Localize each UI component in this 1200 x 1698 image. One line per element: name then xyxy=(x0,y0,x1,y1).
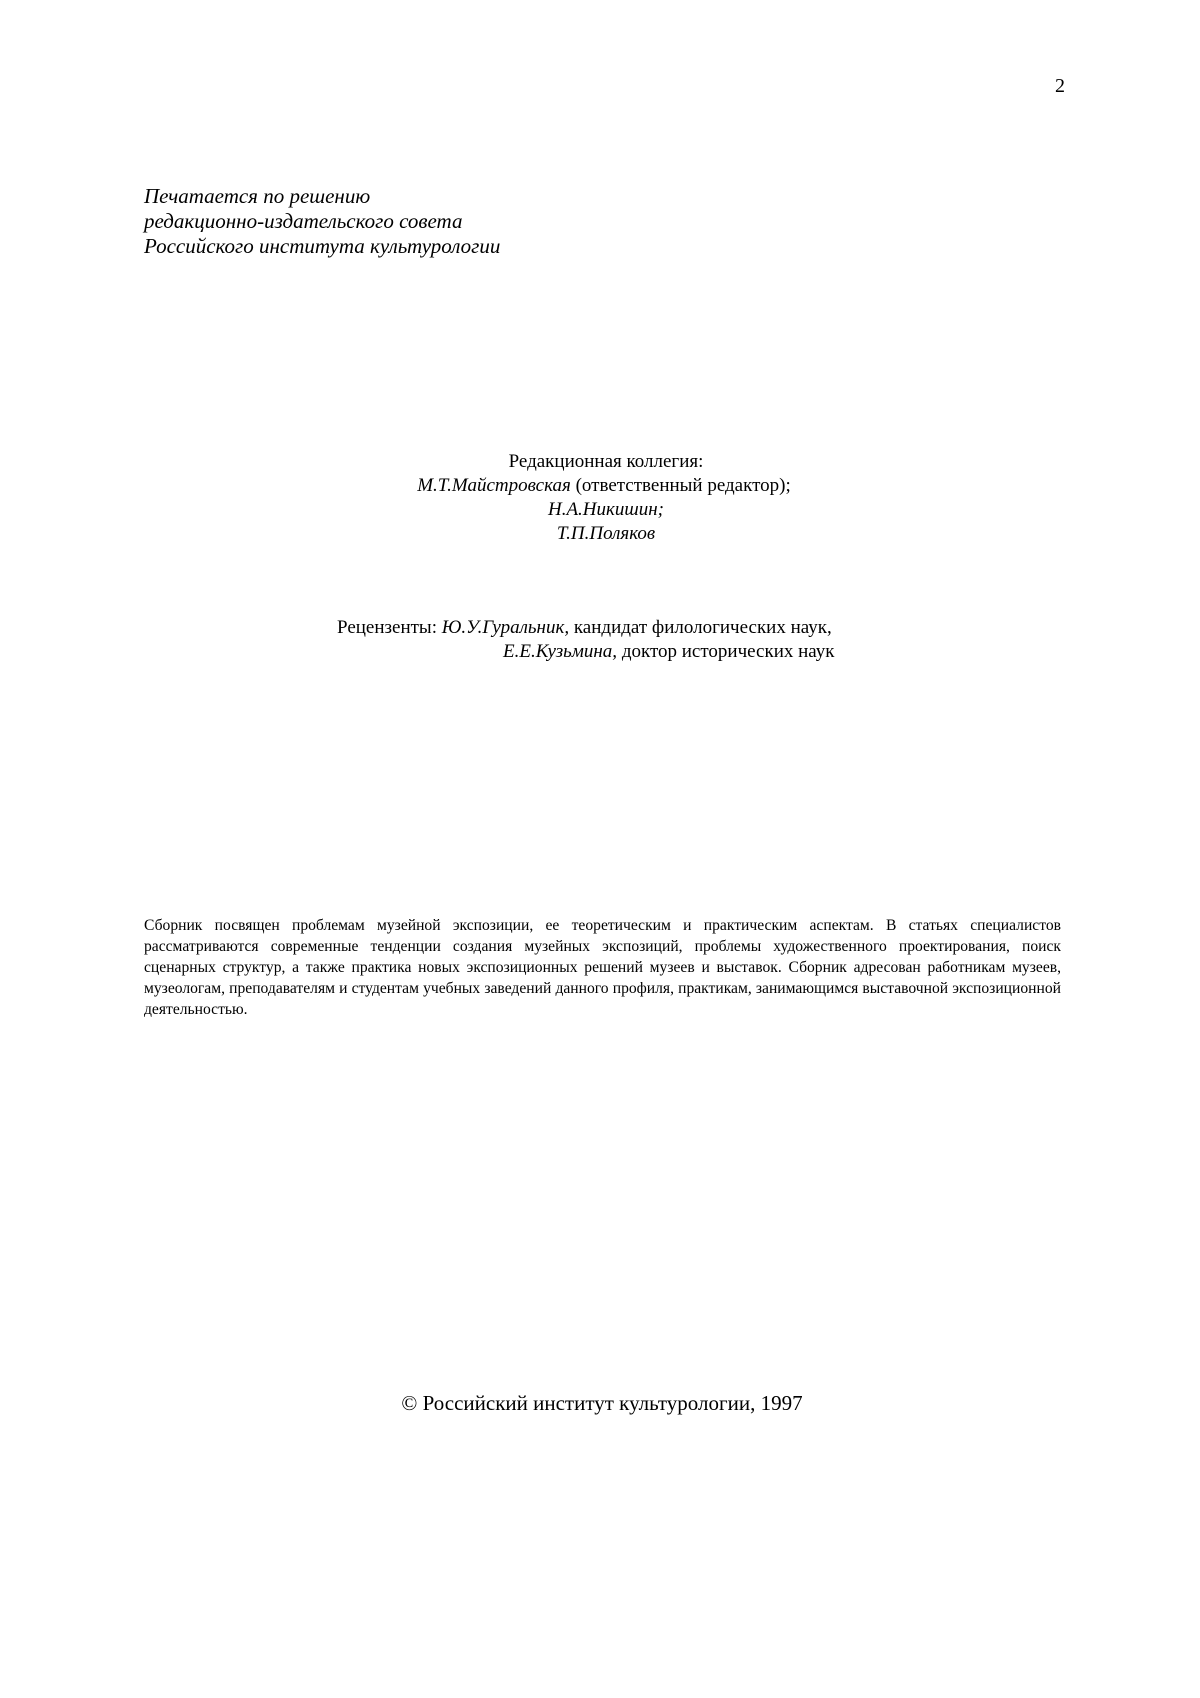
editorial-board-member xyxy=(6,522,1200,546)
reviewer-name: Ю.У.Гуральник, xyxy=(441,617,570,638)
reviewers xyxy=(337,616,835,664)
imprint-line: редакционно-издательского совета xyxy=(144,209,463,233)
editorial-board xyxy=(0,450,1200,546)
reviewer-line xyxy=(503,640,998,664)
editorial-board-member xyxy=(6,498,1200,522)
reviewer-line xyxy=(337,616,832,640)
reviewer-degree: доктор исторических наук xyxy=(617,641,835,662)
imprint-line: Российского института культурологии xyxy=(144,234,501,258)
editorial-board-title: Редакционная коллегия: xyxy=(508,451,704,472)
member-name: Т.П.Поляков xyxy=(556,523,656,544)
member-name: М.Т.Майстровская xyxy=(417,475,571,496)
copyright-text: © Российский институт культурологии, 1997 xyxy=(401,1391,803,1415)
copyright-notice xyxy=(0,1390,1200,1416)
editorial-board-member xyxy=(4,474,1200,498)
reviewer-name: Е.Е.Кузьмина, xyxy=(503,641,618,662)
abstract-paragraph: Сборник посвящен проблемам музейной экспозиции, ее теоретическим и практическим аспектам. В статьях специалистов рассматриваются современные тенденции создания музейных экспозиций, проблемы художественного проектирования, поиск сценарных структур, а также практика новых экспозиционных решений музеев и выставок. Сборник адресован работникам музеев, музеологам, преподавателям и студентам учебных заведений данного профиля, практикам, занимающимся выставочной экспозиционной деятельностью. xyxy=(144,917,1061,1018)
reviewer-degree: кандидат филологических наук, xyxy=(569,617,832,638)
member-name: Н.А.Никишин; xyxy=(547,499,665,520)
reviewers-label: Рецензенты: xyxy=(337,617,442,638)
page-number: 2 xyxy=(1055,75,1065,97)
imprint-line: Печатается по решению xyxy=(144,184,371,208)
imprint-note xyxy=(144,184,500,259)
member-role: (ответственный редактор); xyxy=(570,475,791,496)
